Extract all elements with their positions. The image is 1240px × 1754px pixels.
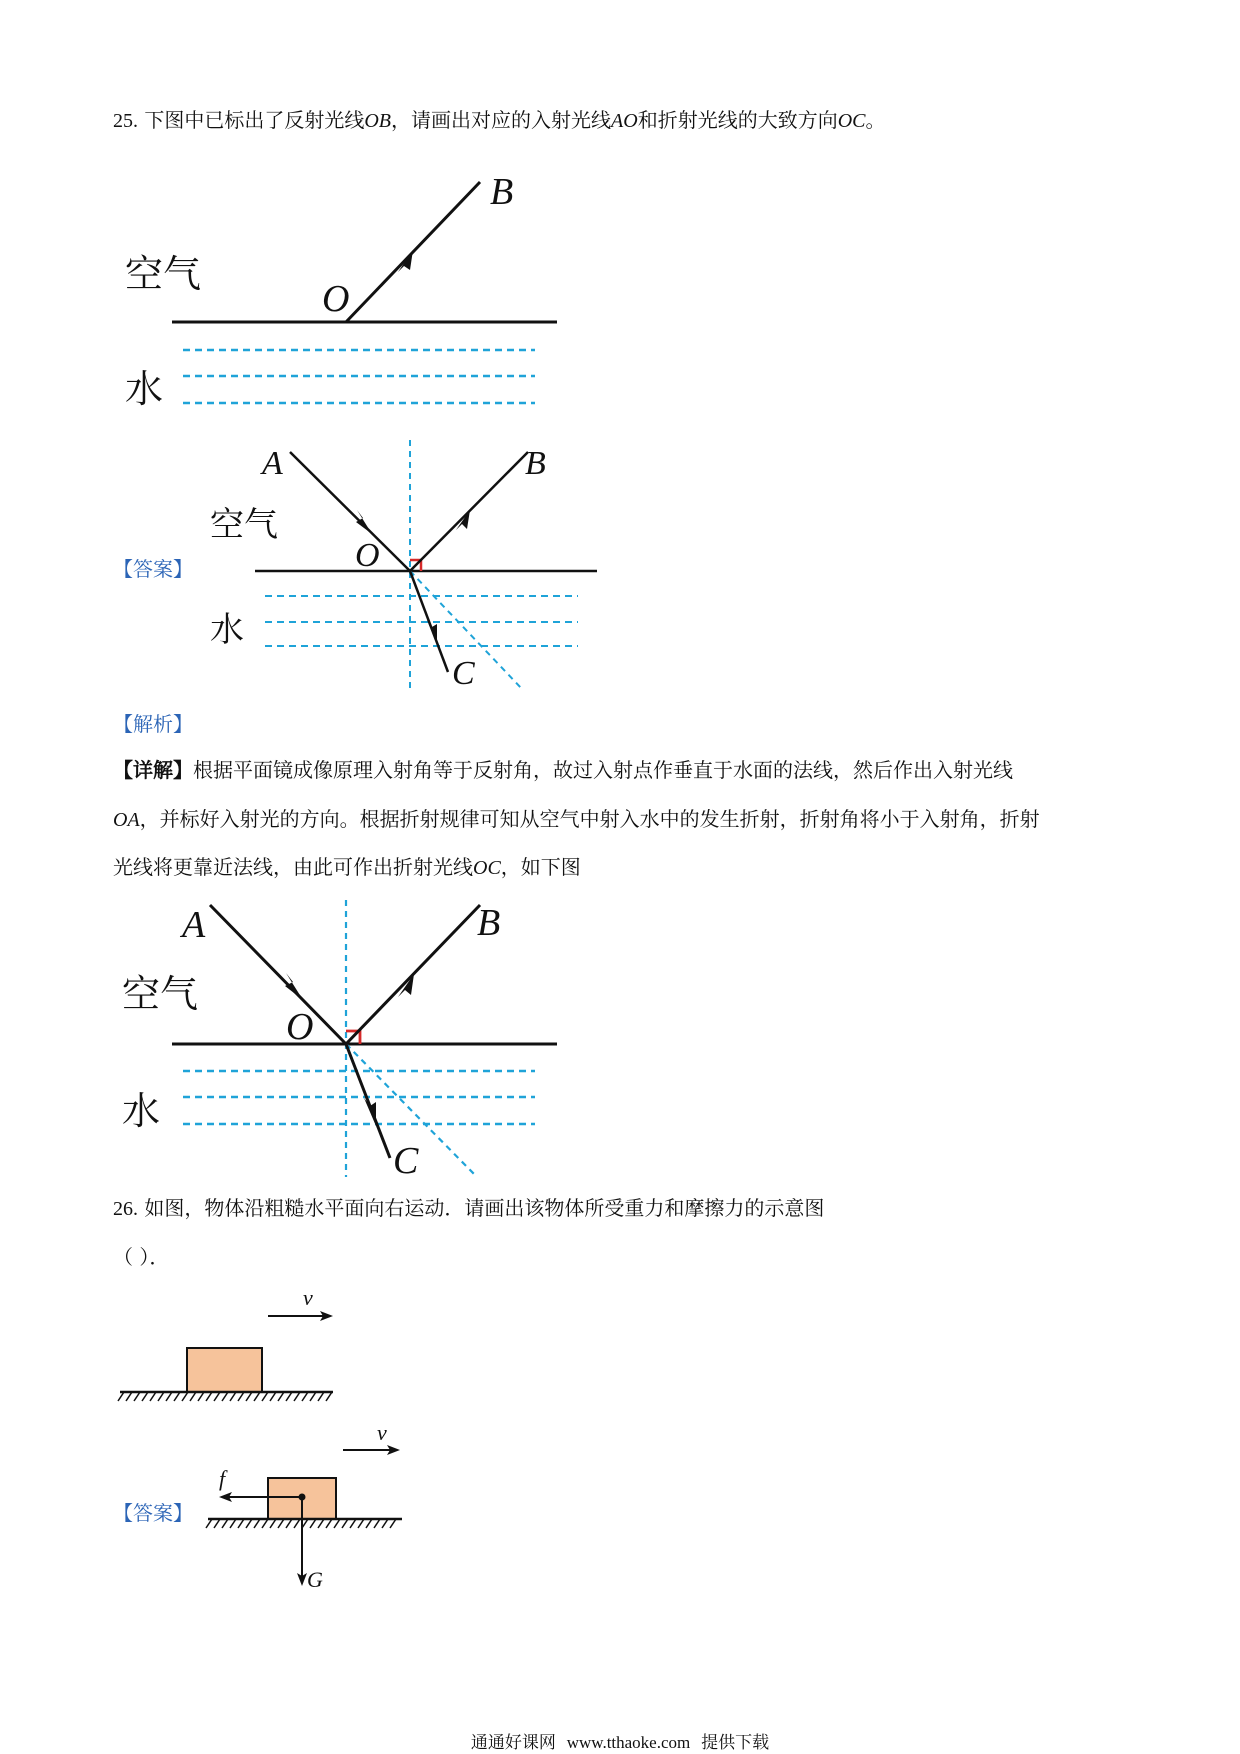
fig2-label-C: C bbox=[452, 655, 475, 692]
analysis-tag: 【解析】 bbox=[113, 712, 193, 736]
fig3-label-A: A bbox=[182, 904, 206, 946]
detail-oa: OA bbox=[113, 809, 140, 831]
fig5-label-v: v bbox=[377, 1420, 387, 1445]
q26-text: 如图，物体沿粗糙水平面向右运动．请画出该物体所受重力和摩擦力的示意图 bbox=[144, 1196, 825, 1220]
fig1-label-water: 水 bbox=[125, 367, 164, 411]
fig3-label-B: B bbox=[477, 902, 501, 944]
fig3-label-water: 水 bbox=[122, 1089, 161, 1133]
fig3-label-air: 空气 bbox=[122, 972, 199, 1016]
q25-ob: OB bbox=[364, 110, 392, 132]
fig1-label-O: O bbox=[322, 278, 350, 320]
q25-text-a: 下图中已标出了反射光线 bbox=[144, 108, 365, 132]
fig2-label-A: A bbox=[262, 445, 283, 482]
fig5-label-f: f bbox=[219, 1466, 226, 1491]
fig5-label-G: G bbox=[307, 1567, 323, 1592]
detail-text-2: ，并标好入射光的方向。根据折射规律可知从空气中射入水中的发生折射，折射角将小于入射角，折射 bbox=[139, 807, 1040, 831]
fig2-label-B: B bbox=[525, 445, 546, 482]
answer-tag: 【答案】 bbox=[113, 557, 193, 581]
fig3-label-O: O bbox=[286, 1006, 314, 1048]
fig1-label-air: 空气 bbox=[125, 252, 202, 296]
q26-blank: （ ）． bbox=[113, 1245, 170, 1269]
q25-number: 25. bbox=[113, 110, 138, 132]
q25-text-b: ，请画出对应的入射光线 bbox=[391, 108, 612, 132]
footer-site: 通通好课网 bbox=[470, 1733, 556, 1753]
q25-oc: OC bbox=[837, 110, 866, 132]
q25-text-c: 和折射光线的大致方向 bbox=[637, 108, 838, 132]
fig2-label-O: O bbox=[355, 537, 380, 574]
fig2-label-air: 空气 bbox=[210, 505, 278, 545]
detail-text-3a: 光线将更靠近法线，由此可作出折射光线 bbox=[113, 855, 473, 879]
fig3-label-C: C bbox=[393, 1140, 419, 1182]
fig4-label-v: v bbox=[303, 1285, 313, 1310]
q25-ao: AO bbox=[611, 110, 638, 132]
footer-url[interactable]: www.tthaoke.com bbox=[566, 1733, 691, 1752]
detail-oc: OC bbox=[473, 857, 501, 879]
q26-number: 26. bbox=[113, 1198, 138, 1220]
detail-tag: 【详解】 bbox=[113, 758, 193, 782]
page-footer bbox=[0, 1728, 1240, 1753]
fig1-label-B: B bbox=[490, 171, 514, 213]
detail-text-1: 根据平面镜成像原理入射角等于反射角，故过入射点作垂直于水面的法线，然后作出入射光线 bbox=[193, 758, 1013, 782]
footer-suffix: 提供下载 bbox=[701, 1733, 770, 1753]
detail-text-3b: ，如下图 bbox=[500, 855, 581, 879]
fig2-label-water: 水 bbox=[210, 610, 244, 650]
answer-tag-26: 【答案】 bbox=[113, 1501, 193, 1525]
q25-text-d: 。 bbox=[865, 108, 886, 132]
